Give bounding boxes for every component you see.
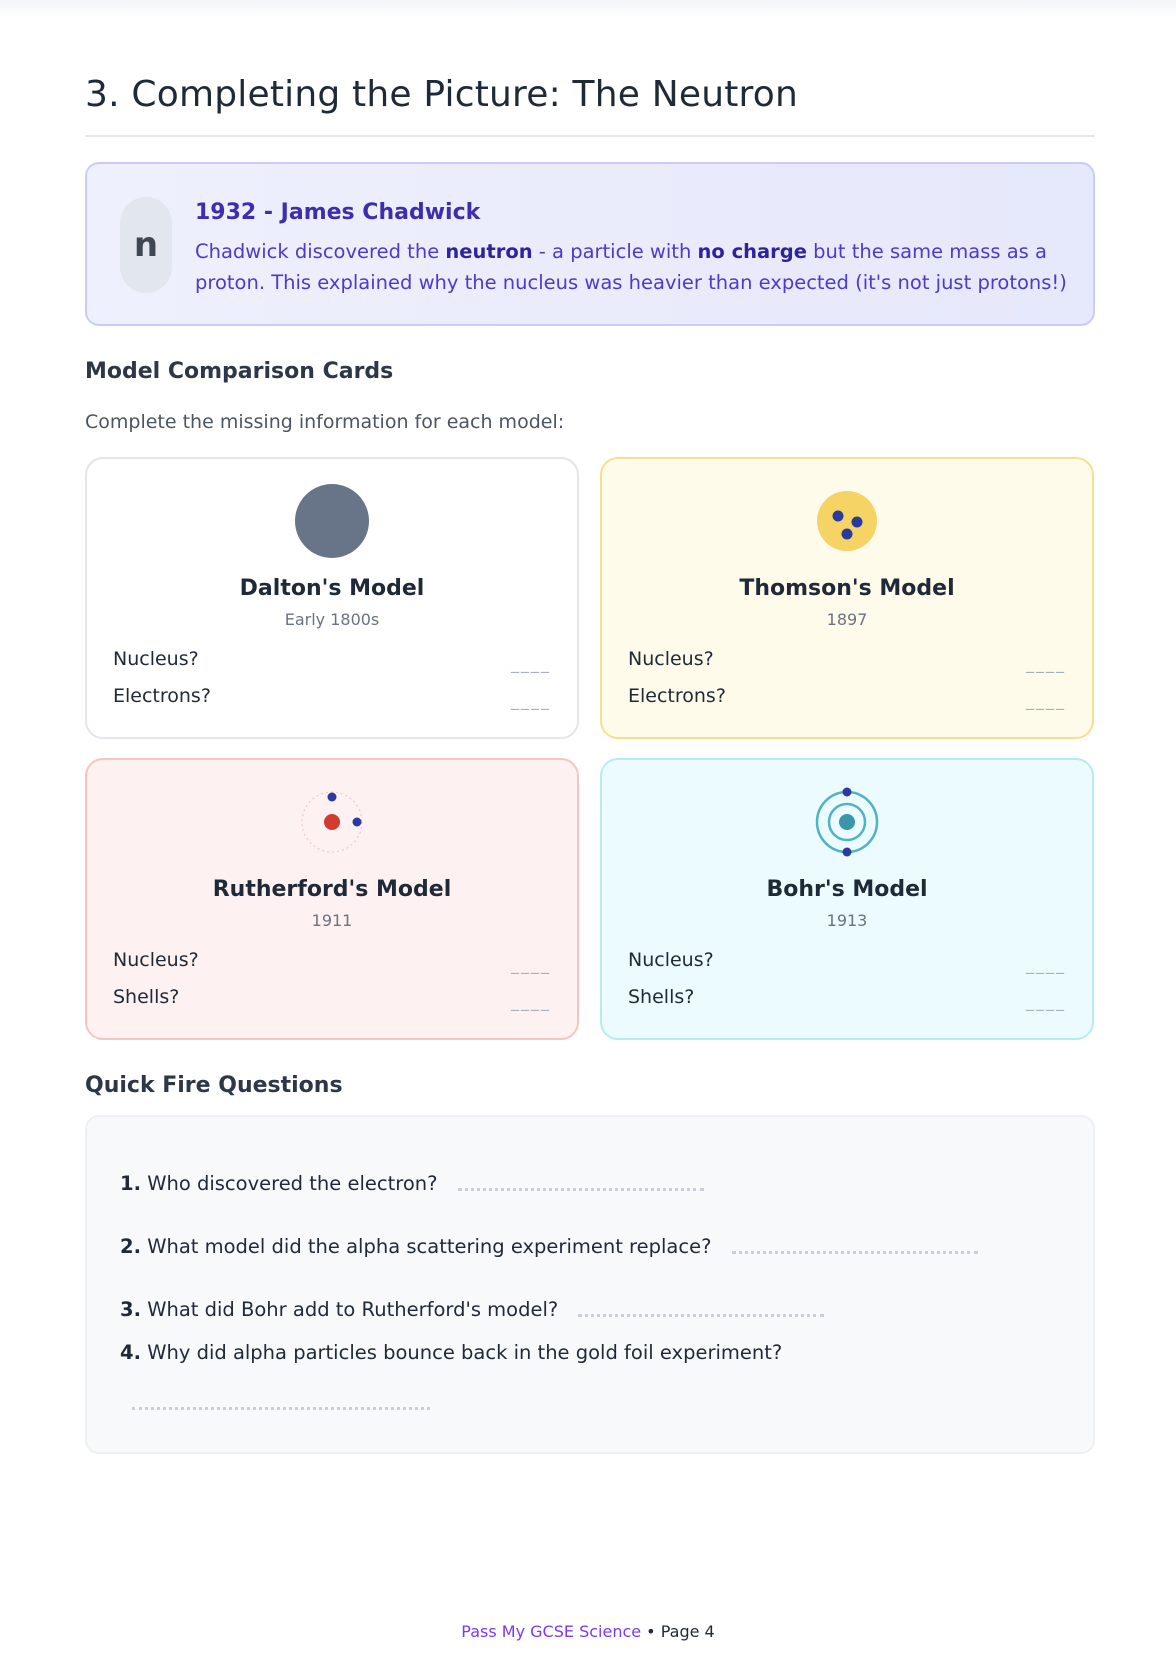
answer-blank[interactable]: ____ [511, 654, 551, 673]
neutron-badge: n [120, 197, 172, 293]
callout-bold-neutron: neutron [445, 240, 533, 263]
quiz-question-1 [120, 1172, 704, 1195]
card-date: 1897 [826, 610, 868, 629]
callout-text-part: - a particle with [532, 240, 698, 263]
footer-page-number: Page 4 [660, 1622, 715, 1641]
quiz-question-2 [120, 1235, 978, 1258]
card-thomson [600, 457, 1094, 739]
callout-bold-no-charge: no charge [697, 240, 807, 263]
card-name: Rutherford's Model [212, 877, 452, 902]
question-number: 3. [120, 1298, 141, 1321]
page-top-shadow [0, 0, 1176, 18]
field-label: Electrons? [628, 685, 726, 707]
question-number: 1. [120, 1172, 141, 1195]
card-date: Early 1800s [284, 610, 380, 629]
field-label: Shells? [628, 986, 695, 1008]
answer-line[interactable] [578, 1312, 824, 1317]
card-date: 1913 [826, 911, 868, 930]
question-text: Why did alpha particles bounce back in the gold foil experiment? [147, 1341, 783, 1364]
answer-line[interactable] [732, 1249, 978, 1254]
quiz-question-3 [120, 1298, 824, 1321]
field-label: Nucleus? [628, 648, 714, 670]
answer-blank[interactable]: ____ [1026, 691, 1066, 710]
plum-pudding-icon [809, 483, 885, 559]
callout-heading: 1932 - James Chadwick [195, 200, 481, 225]
chadwick-callout [85, 162, 1095, 326]
question-number: 4. [120, 1341, 141, 1364]
card-rutherford [85, 758, 579, 1040]
card-dalton [85, 457, 579, 739]
bohr-shells-icon [809, 784, 885, 860]
field-label: Shells? [113, 986, 180, 1008]
card-name: Dalton's Model [239, 576, 425, 601]
callout-text-part: Chadwick discovered the [195, 240, 446, 263]
card-date: 1911 [311, 911, 353, 930]
card-name: Thomson's Model [739, 576, 955, 601]
footer-separator: • [641, 1622, 661, 1641]
quiz-question-4 [120, 1341, 782, 1364]
answer-blank[interactable]: ____ [1026, 654, 1066, 673]
answer-line[interactable] [458, 1186, 704, 1191]
card-name: Bohr's Model [766, 877, 928, 902]
quiz-heading: Quick Fire Questions [85, 1073, 343, 1098]
nuclear-atom-icon [294, 784, 370, 860]
answer-blank[interactable]: ____ [511, 691, 551, 710]
answer-line[interactable] [132, 1407, 430, 1410]
comparison-heading: Model Comparison Cards [85, 359, 394, 384]
answer-blank[interactable]: ____ [1026, 955, 1066, 974]
quiz-box [85, 1115, 1095, 1454]
callout-text-part: but the same mass as a proton. This explained why the nucleus was heavier than expected (it's not just protons!) [195, 240, 1067, 294]
field-label: Electrons? [113, 685, 211, 707]
question-text: What did Bohr add to Rutherford's model? [147, 1298, 559, 1321]
callout-text [195, 236, 1075, 298]
field-label: Nucleus? [628, 949, 714, 971]
answer-blank[interactable]: ____ [1026, 992, 1066, 1011]
footer-brand: Pass My GCSE Science [461, 1622, 642, 1641]
dalton-sphere-icon [294, 483, 370, 559]
field-label: Nucleus? [113, 949, 199, 971]
field-label: Nucleus? [113, 648, 199, 670]
question-text: Who discovered the electron? [147, 1172, 438, 1195]
page-footer [0, 1622, 1176, 1641]
section-title: 3. Completing the Picture: The Neutron [85, 74, 799, 115]
question-number: 2. [120, 1235, 141, 1258]
question-text: What model did the alpha scattering experiment replace? [147, 1235, 712, 1258]
card-bohr [600, 758, 1094, 1040]
answer-blank[interactable]: ____ [511, 955, 551, 974]
title-divider [85, 135, 1095, 137]
comparison-instruction: Complete the missing information for each model: [85, 411, 565, 433]
answer-blank[interactable]: ____ [511, 992, 551, 1011]
